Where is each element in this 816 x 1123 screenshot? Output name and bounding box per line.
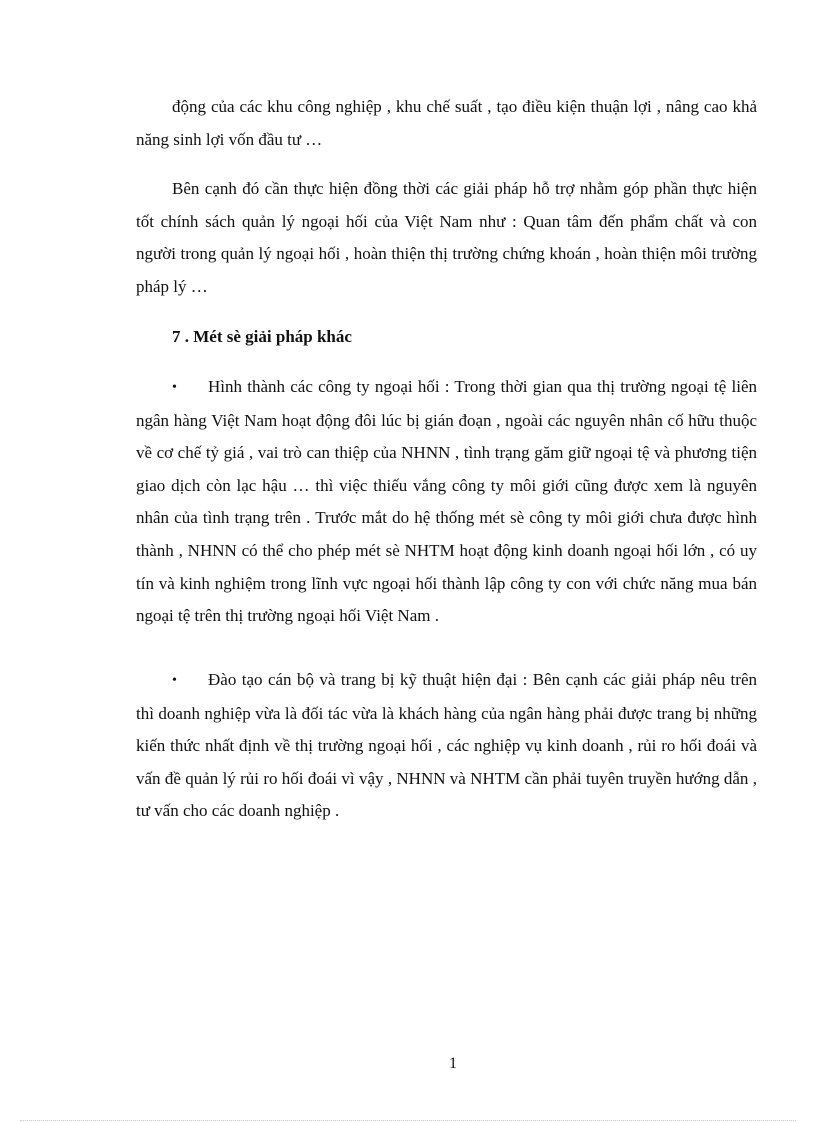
bullet-icon: • (172, 380, 177, 395)
bullet-text: Đào tạo cán bộ và trang bị kỹ thuật hiện đại : Bên cạnh các giải pháp nêu trên thì doanh nghiệp vừa là đối tác vừa là khách hàng của ngân hàng phải được trang bị những kiến thức nhất định về thị trường ngoại hối , các nghiệp vụ kinh doanh , rủi ro hối đoái và vấn đề quản lý rủi ro hối đoái vì vậy , NHNN và NHTM cần phải tuyên truyền hướng dẫn , tư vấn cho các doanh nghiệp . (136, 670, 757, 821)
bullet-text: Hình thành các công ty ngoại hối : Trong thời gian qua thị trường ngoại tệ liên ngân hàng Việt Nam hoạt động đôi lúc bị gián đoạn , ngoài các nguyên nhân cố hữu thuộc về cơ chế tỷ giá , vai trò can thiệp của NHNN , tình trạng găm giữ ngoại tệ và phương tiện giao dịch còn lạc hậu … thì việc thiếu vắng công ty môi giới cũng được xem là nguyên nhân của tình trạng trên . Trước mắt do hệ thống mét sè công ty môi giới chưa được hình thành , NHNN có thể cho phép mét sè NHTM hoạt động kinh doanh ngoại hối lớn , có uy tín và kinh nghiệm trong lĩnh vực ngoại hối thành lập công ty con với chức năng mua bán ngoại tệ trên thị trường ngoại hối Việt Nam . (136, 377, 757, 626)
bullet-icon: • (172, 673, 177, 688)
bullet-item (136, 664, 757, 828)
section-heading: 7 . Mét sè giải pháp khác (172, 327, 352, 346)
page-bottom-divider (20, 1120, 796, 1121)
page-number: 1 (449, 1055, 457, 1072)
body-paragraph-continuation: động của các khu công nghiệp , khu chế suất , tạo điều kiện thuận lợi , nâng cao khả năng sinh lợi vốn đầu tư … (136, 97, 757, 149)
bullet-item (136, 371, 757, 633)
body-paragraph-supporting-solutions: Bên cạnh đó cần thực hiện đồng thời các giải pháp hỗ trợ nhằm góp phần thực hiện tốt chính sách quản lý ngoại hối của Việt Nam như : Quan tâm đến phẩm chất và con người trong quản lý ngoại hối , hoàn thiện thị trường chứng khoán , hoàn thiện môi trường pháp lý … (136, 179, 757, 296)
